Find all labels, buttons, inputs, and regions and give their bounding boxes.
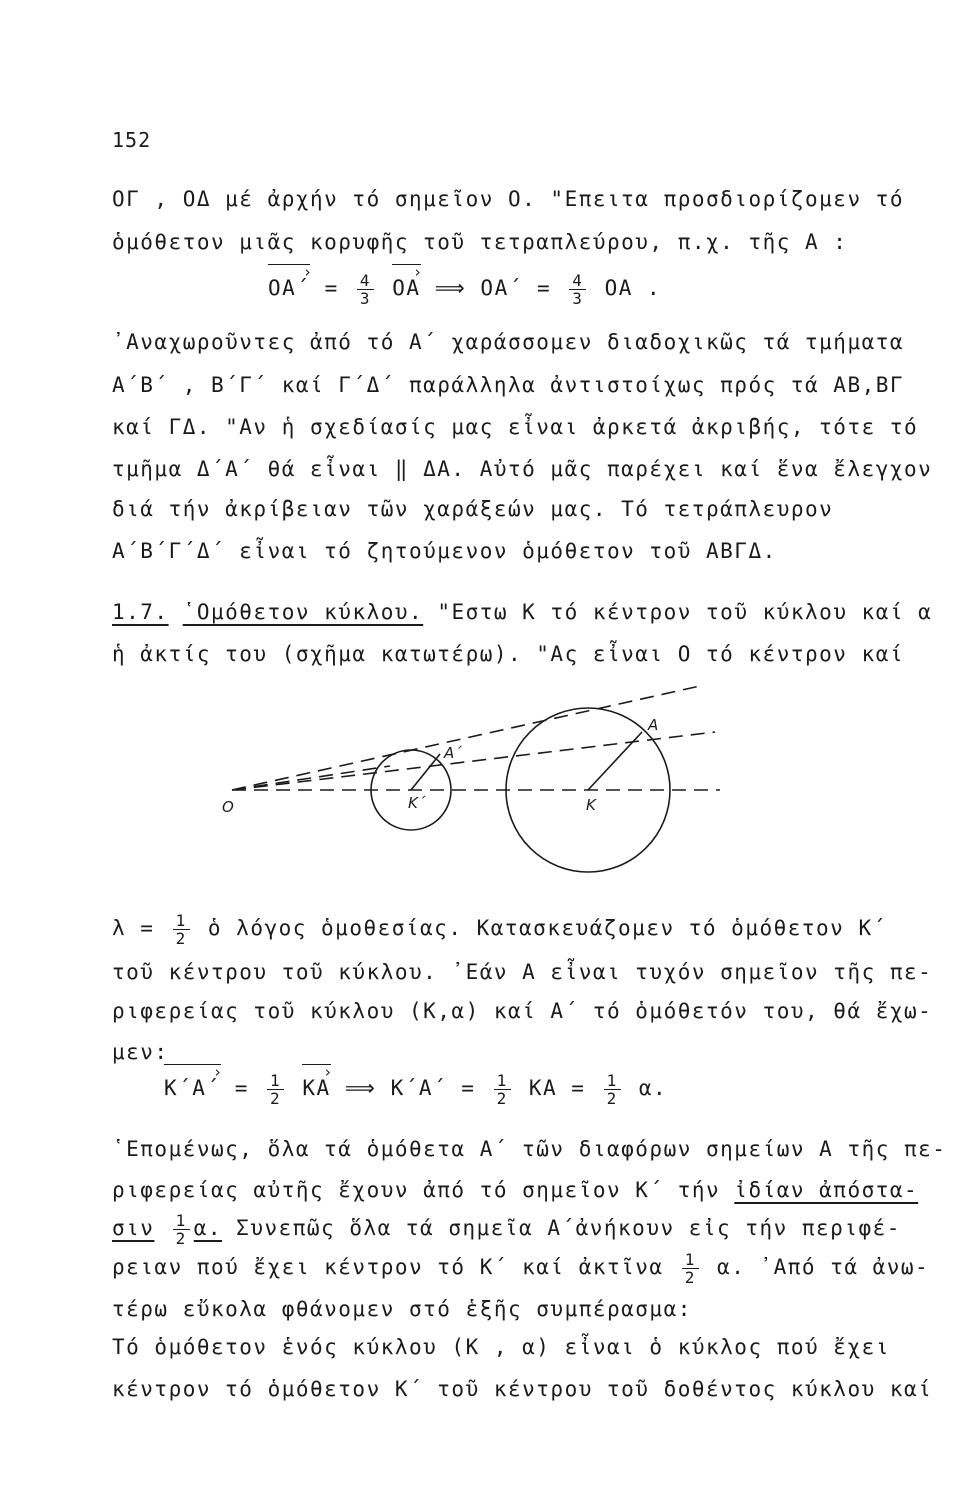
fraction: $\frac{4}{3}$ <box>569 272 586 307</box>
vector-OA: ΟΑ › <box>392 268 420 308</box>
section-title: ῾Ομόθετον κύκλου. <box>182 600 424 624</box>
text-line: ριφερείας αὐτῆς ἔχουν ἀπό τό σημεῖον Κ΄ τήν ἰδίαν ἀπόστα- <box>112 1178 919 1202</box>
text-line: ΟΓ , ΟΔ μέ ἀρχήν τό σημεῖον Ο. "Επειτα προσδιορίζομεν τό <box>112 187 905 211</box>
implies-arrow: ⟹ <box>434 276 467 300</box>
text-line: διά τήν ἀκρίβειαν τῶν χαράξεών μας. Τό τετράπλευρον <box>112 497 834 521</box>
text-line: σιν $\frac{1}{2}$ α. Συνεπῶς ὅλα τά σημεῖα Α΄ἀνήκουν εἰς τήν περιφέ- <box>112 1210 901 1248</box>
text-line: καί ΓΔ. "Αν ἡ σχεδίασίς μας εἶναι ἀρκετά ἀκριβής, τότε τό <box>112 415 919 439</box>
text-line: μεν: <box>112 1040 169 1064</box>
fraction: $\frac{1}{2}$ <box>267 1072 284 1107</box>
ray-OA <box>232 732 715 790</box>
tangent-line-upper <box>232 686 700 790</box>
vector-K-prime-A-prime: Κ΄Α΄ › <box>164 1068 221 1108</box>
radius-K-prime-A-prime <box>411 754 440 790</box>
section-number: 1.7. <box>112 600 169 624</box>
text-line: ριφερείας τοῦ κύκλου (Κ,α) καί Α΄ τό ὁμόθετόν του, θά ἔχω- <box>112 999 933 1023</box>
text-line: Τό ὁμόθετον ἑνός κύκλου (Κ , α) εἶναι ὁ κύκλος πού ἔχει <box>112 1335 890 1359</box>
text-line: κέντρον τό ὁμόθετον Κ΄ τοῦ κέντρου τοῦ δοθέντος κύκλου καί <box>112 1377 933 1401</box>
label-A-prime: Α΄ <box>444 744 462 762</box>
radius-K-A <box>588 732 642 790</box>
section-heading-line: 1.7. ῾Ομόθετον κύκλου. "Εστω Κ τό κέντρον τοῦ κύκλου καί α <box>112 600 933 624</box>
equation-homothety-A: ΟΑ΄ › = $\frac{4}{3}$ ΟΑ › ⟹ ΟΑ΄ = $\frac{4}{3}$ ΟΑ . <box>268 268 661 308</box>
fraction: $\frac{1}{2}$ <box>682 1251 699 1286</box>
page-number: 152 <box>112 128 152 152</box>
text-line: τοῦ κέντρου τοῦ κύκλου. ᾿Εάν Α εἶναι τυχόν σημεῖον τῆς πε- <box>112 960 933 984</box>
text-line: τμῆμα Δ΄Α΄ θά εἶναι ‖ ΔΑ. Αὐτό μᾶς παρέχει καί ἕνα ἔλεγχον <box>112 457 933 481</box>
fraction: $\frac{1}{2}$ <box>494 1072 511 1107</box>
label-K-prime: Κ΄ <box>408 794 426 812</box>
text-line: ῾Επομένως, ὅλα τά ὁμόθετα Α΄ τῶν διαφόρων σημείων Α τῆς πε- <box>112 1137 947 1161</box>
text-line: ᾿Αναχωροῦντες ἀπό τό Α΄ χαράσσομεν διαδοχικῶς τά τμήματα <box>112 330 905 354</box>
fraction: $\frac{1}{2}$ <box>173 1212 190 1247</box>
vector-OA-prime: ΟΑ΄ › <box>268 268 310 308</box>
label-O: O <box>222 798 234 816</box>
vector-KA: ΚΑ › <box>302 1068 330 1108</box>
label-K: Κ <box>586 796 596 814</box>
fraction: $\frac{4}{3}$ <box>357 272 374 307</box>
homothety-circles-figure <box>210 680 750 890</box>
label-A: Α <box>648 716 659 734</box>
fraction: $\frac{1}{2}$ <box>604 1072 621 1107</box>
implies-arrow: ⟹ <box>344 1076 377 1100</box>
underlined-phrase: ἰδίαν ἀπόστα- <box>734 1178 919 1202</box>
text-line: Α΄Β΄ , Β΄Γ΄ καί Γ΄Δ΄ παράλληλα ἀντιστοίχως πρός τά ΑΒ,ΒΓ <box>112 373 905 397</box>
text-line: ἡ ἀκτίς του (σχῆμα κατωτέρω). "Ας εἶναι Ο τό κέντρον καί <box>112 642 905 666</box>
fraction: $\frac{1}{2}$ <box>173 912 190 947</box>
tangent-line-lower <box>232 766 390 790</box>
text-line: ὁμόθετον μιᾶς κορυφῆς τοῦ τετραπλεύρου, π.χ. τῆς Α : <box>112 230 848 254</box>
text-line: ρειαν πού ἔχει κέντρον τό Κ΄ καί ἀκτῖνα $\frac{1}{2}$ α. ᾿Από τά ἀνω- <box>112 1249 930 1287</box>
equation-radius: Κ΄Α΄ › = $\frac{1}{2}$ ΚΑ › ⟹ Κ΄Α΄ = $\frac{1}{2}$ ΚΑ = $\frac{1}{2}$ α. <box>164 1068 667 1108</box>
text-line: λ = $\frac{1}{2}$ ὁ λόγος ὁμοθεσίας. Κατασκευάζομεν τό ὁμόθετον Κ΄ <box>112 910 887 948</box>
text-line: τέρω εὔκολα φθάνομεν στό ἑξῆς συμπέρασμα: <box>112 1297 692 1321</box>
text-line: Α΄Β΄Γ΄Δ΄ εἶναι τό ζητούμενον ὁμόθετον τοῦ ΑΒΓΔ. <box>112 539 777 563</box>
